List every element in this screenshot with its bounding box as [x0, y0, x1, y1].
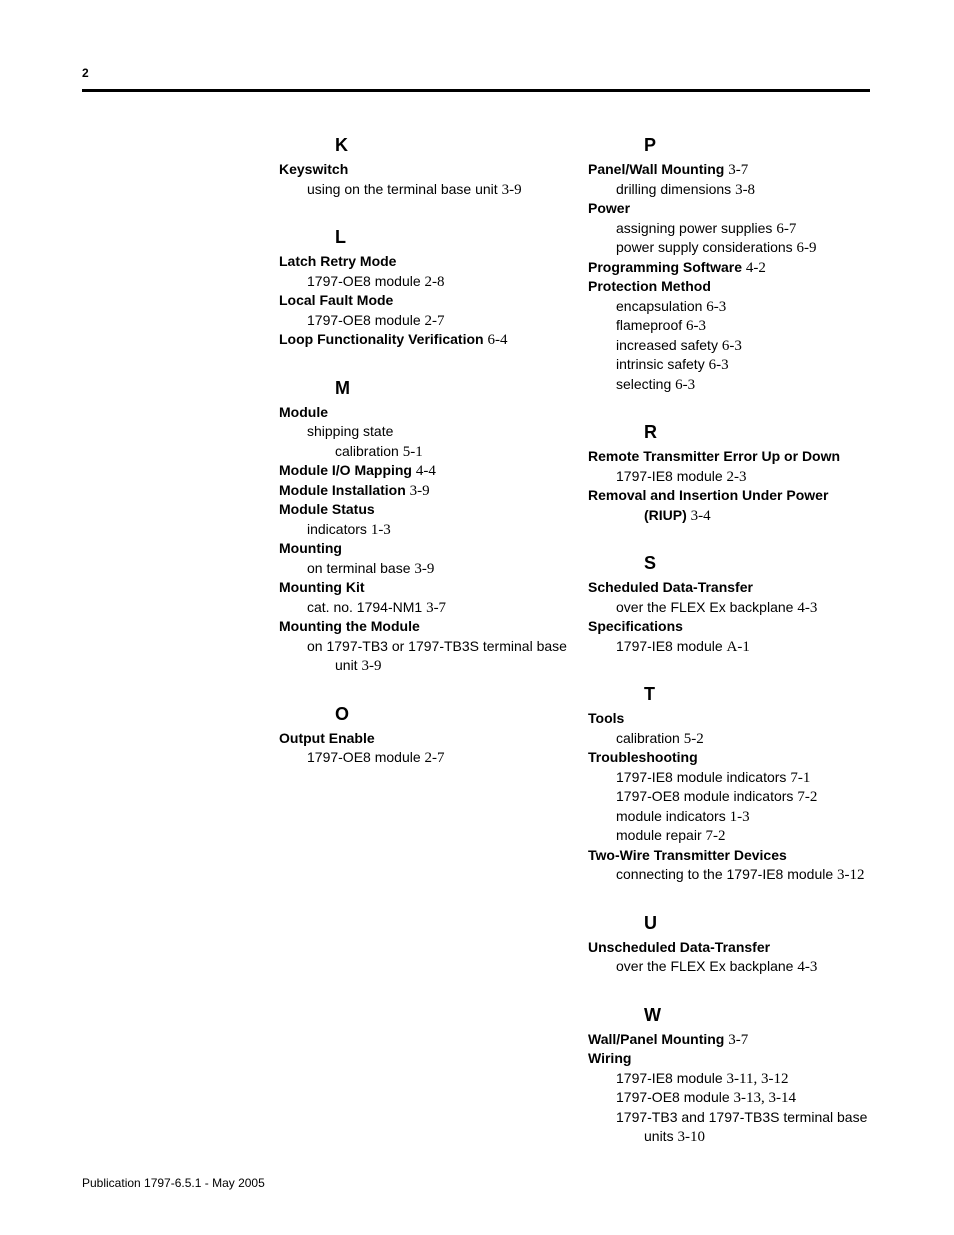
- entry-text: over the FLEX Ex backplane: [616, 598, 794, 615]
- entry-text: on terminal base: [307, 559, 411, 576]
- entry-text: connecting to the 1797-IE8 module: [616, 866, 834, 882]
- page-reference: 3-7: [426, 599, 447, 616]
- publication-footer: Publication 1797-6.5.1 - May 2005: [82, 1176, 265, 1190]
- entry-text: Wiring: [588, 1050, 632, 1066]
- index-term: [279, 403, 569, 423]
- page-reference: 6-9: [796, 240, 817, 256]
- index-subentry: [588, 729, 878, 749]
- page-reference: 5-1: [402, 443, 423, 460]
- page-reference: A-1: [726, 638, 750, 655]
- index-term: [279, 330, 569, 350]
- page-reference: 4-3: [797, 599, 818, 616]
- entry-text: Loop Functionality Verification: [279, 331, 484, 347]
- entry-text: Unscheduled Data-Transfer: [588, 938, 771, 955]
- entry-text: drilling dimensions: [616, 180, 732, 197]
- section-gap: [279, 199, 569, 226]
- index-column-left: [279, 134, 569, 768]
- entry-text: power supply considerations: [616, 239, 793, 255]
- entry-text: 1797-OE8 module: [307, 311, 421, 328]
- index-term: [588, 709, 878, 729]
- entry-text: 1797-IE8 module indicators: [616, 768, 787, 785]
- entry-text: cat. no. 1794-NM1: [307, 598, 423, 615]
- entry-text: Module I/O Mapping: [279, 462, 412, 478]
- entry-text: Remote Transmitter Error Up or Down: [588, 448, 841, 464]
- entry-text: Mounting Kit: [279, 579, 365, 595]
- page-reference: 2-7: [424, 750, 445, 766]
- index-term: [279, 578, 569, 598]
- entry-text: using on the terminal base unit: [307, 180, 498, 197]
- entry-text: 1797-IE8 module: [616, 467, 723, 484]
- entry-text: Wall/Panel Mounting: [588, 1030, 725, 1047]
- index-section-s: [588, 552, 878, 656]
- entry-text: Latch Retry Mode: [279, 253, 397, 269]
- index-section-w: [588, 1004, 878, 1147]
- entry-text: Mounting the Module: [279, 618, 420, 634]
- page-reference: 3-10: [677, 1129, 705, 1145]
- index-term: [279, 500, 569, 520]
- page-reference: 3-7: [728, 1031, 749, 1048]
- page-reference: 4-4: [415, 463, 436, 479]
- entry-text: Mounting: [279, 540, 342, 556]
- index-section-m: [279, 377, 569, 676]
- entry-text: intrinsic safety: [616, 356, 705, 372]
- entry-text: Troubleshooting: [588, 749, 698, 765]
- entry-text: flameproof: [616, 317, 683, 333]
- entry-text: Local Fault Mode: [279, 292, 394, 308]
- entry-text: module repair: [616, 827, 702, 843]
- index-column-right: [588, 134, 878, 1147]
- page-reference: 3-4: [690, 507, 711, 524]
- index-term: [279, 461, 569, 481]
- section-letter: U: [644, 912, 657, 933]
- index-subentry: [588, 355, 878, 375]
- page-reference: 2-3: [726, 468, 747, 485]
- page-reference: 7-1: [790, 769, 811, 786]
- index-subentry: [588, 598, 878, 618]
- entry-text: units: [644, 1128, 674, 1144]
- index-subentry: [588, 807, 878, 827]
- entry-text: calibration: [616, 729, 680, 746]
- page-reference: 5-2: [683, 730, 704, 747]
- index-subentry: [588, 238, 878, 258]
- section-gap: [588, 656, 878, 683]
- index-subentry: [279, 422, 569, 442]
- index-subentry: [279, 272, 569, 292]
- entry-text: Panel/Wall Mounting: [588, 161, 725, 177]
- section-gap: [588, 525, 878, 552]
- index-term: [279, 729, 569, 749]
- section-gap: [279, 676, 569, 703]
- index-subentry: [588, 1108, 878, 1128]
- entry-text: (RIUP): [644, 506, 687, 523]
- section-gap: [588, 885, 878, 912]
- index-subentry: [588, 219, 878, 239]
- entry-text: increased safety: [616, 336, 718, 353]
- index-section-o: [279, 703, 569, 768]
- index-subentry: [279, 637, 569, 657]
- entry-text: Tools: [588, 710, 625, 726]
- entry-text: selecting: [616, 375, 672, 392]
- index-term: [588, 617, 878, 637]
- section-gap: [588, 977, 878, 1004]
- page-reference: 6-4: [487, 332, 508, 348]
- section-letter: S: [644, 553, 657, 573]
- page-reference: 3-9: [361, 658, 382, 674]
- page-reference: 6-3: [675, 376, 696, 393]
- entry-text: Module: [279, 403, 328, 420]
- entry-text: Protection Method: [588, 278, 711, 294]
- entry-text: calibration: [335, 442, 399, 459]
- entry-text: Module Installation: [279, 481, 406, 498]
- page-reference: 3-8: [735, 181, 756, 198]
- index-term: [279, 539, 569, 559]
- page-reference: 4-3: [797, 959, 818, 975]
- page-reference: 3-9: [501, 181, 522, 198]
- index-subentry: [588, 826, 878, 846]
- entry-text: over the FLEX Ex backplane: [616, 958, 794, 974]
- entry-text: Programming Software: [588, 258, 743, 275]
- index-term: [279, 481, 569, 501]
- index-section-r: [588, 421, 878, 525]
- entry-text: 1797-OE8 module indicators: [616, 788, 794, 804]
- index-subentry: [588, 768, 878, 788]
- section-letter: P: [644, 135, 657, 155]
- entry-text: unit: [335, 657, 358, 673]
- entry-text: Module Status: [279, 501, 375, 517]
- header-rule: [82, 89, 870, 92]
- index-subentry: [279, 311, 569, 331]
- page-reference: 3-9: [414, 560, 435, 577]
- page-reference: 1-3: [729, 808, 750, 825]
- page-reference: 3-11, 3-12: [726, 1070, 789, 1087]
- entry-text: Scheduled Data-Transfer: [588, 579, 753, 595]
- index-subentry: [588, 787, 878, 807]
- index-term: [588, 277, 878, 297]
- index-term: [279, 617, 569, 637]
- index-subentry: [279, 559, 569, 579]
- entry-text: Specifications: [588, 618, 683, 634]
- index-subentry: [588, 1127, 878, 1147]
- page-reference: 3-9: [409, 482, 430, 499]
- section-letter: K: [335, 135, 348, 155]
- index-term: [588, 1030, 878, 1050]
- index-subentry: [588, 375, 878, 395]
- page-reference: 6-7: [776, 220, 797, 237]
- index-subentry: [588, 957, 878, 977]
- index-subentry: [279, 598, 569, 618]
- entry-text: Keyswitch: [279, 161, 349, 177]
- page-number: 2: [82, 66, 89, 80]
- index-subentry: [588, 467, 878, 487]
- section-letter: O: [335, 703, 350, 724]
- entry-text: Power: [588, 200, 631, 216]
- page-reference: 7-2: [705, 828, 726, 844]
- page-reference: 3-12: [837, 867, 865, 883]
- entry-text: 1797-OE8 module: [307, 272, 421, 289]
- index-term: [588, 748, 878, 768]
- page-reference: 4-2: [745, 259, 766, 276]
- entry-text: 1797-OE8 module: [307, 749, 421, 765]
- index-term: [279, 252, 569, 272]
- entry-text: 1797-IE8 module: [616, 1069, 723, 1086]
- entry-text: on 1797-TB3 or 1797-TB3S terminal base: [307, 637, 567, 654]
- index-subentry: [279, 180, 569, 200]
- entry-text: shipping state: [307, 423, 394, 439]
- index-section-l: [279, 226, 569, 350]
- entry-text: Removal and Insertion Under Power: [588, 487, 829, 503]
- page-reference: 2-7: [424, 312, 445, 329]
- index-term: [588, 258, 878, 278]
- page-reference: 3-13, 3-14: [733, 1090, 797, 1106]
- section-letter: L: [335, 227, 346, 247]
- section-letter: M: [335, 377, 350, 398]
- index-subentry: [588, 180, 878, 200]
- index-term: [588, 506, 878, 526]
- index-term: [588, 160, 878, 180]
- index-subentry: [588, 1088, 878, 1108]
- index-term: [588, 578, 878, 598]
- entry-text: Two-Wire Transmitter Devices: [588, 846, 787, 863]
- index-subentry: [588, 865, 878, 885]
- section-gap: [588, 394, 878, 421]
- page-reference: 7-2: [797, 789, 818, 805]
- index-section-t: [588, 683, 878, 885]
- index-section-p: [588, 134, 878, 394]
- page-reference: 6-3: [721, 337, 742, 354]
- section-letter: W: [644, 1004, 661, 1025]
- page-reference: 2-8: [424, 273, 445, 290]
- index-subentry: [279, 442, 569, 462]
- index-term: [588, 938, 878, 958]
- page-reference: 6-3: [706, 298, 727, 315]
- index-subentry: [279, 656, 569, 676]
- entry-text: assigning power supplies: [616, 219, 773, 236]
- index-term: [588, 846, 878, 866]
- page-reference: 6-3: [708, 357, 729, 373]
- index-term: [588, 447, 878, 467]
- page-reference: 6-3: [686, 318, 707, 334]
- entry-text: Output Enable: [279, 729, 375, 746]
- section-gap: [279, 350, 569, 377]
- index-section-k: [279, 134, 569, 199]
- entry-text: indicators: [307, 520, 367, 537]
- index-section-u: [588, 912, 878, 977]
- index-subentry: [588, 1069, 878, 1089]
- index-term: [279, 160, 569, 180]
- index-term: [588, 199, 878, 219]
- entry-text: 1797-OE8 module: [616, 1089, 730, 1105]
- index-term: [588, 486, 878, 506]
- entry-text: 1797-TB3 and 1797-TB3S terminal base: [616, 1108, 868, 1125]
- entry-text: encapsulation: [616, 297, 703, 314]
- section-letter: T: [644, 684, 655, 704]
- index-term: [588, 1049, 878, 1069]
- index-subentry: [588, 316, 878, 336]
- index-subentry: [588, 637, 878, 657]
- entry-text: module indicators: [616, 807, 726, 824]
- entry-text: 1797-IE8 module: [616, 637, 723, 654]
- page-reference: 1-3: [370, 521, 391, 538]
- page-reference: 3-7: [728, 162, 749, 178]
- section-letter: R: [644, 422, 657, 442]
- index-subentry: [279, 748, 569, 768]
- index-term: [279, 291, 569, 311]
- index-subentry: [279, 520, 569, 540]
- index-subentry: [588, 297, 878, 317]
- index-subentry: [588, 336, 878, 356]
